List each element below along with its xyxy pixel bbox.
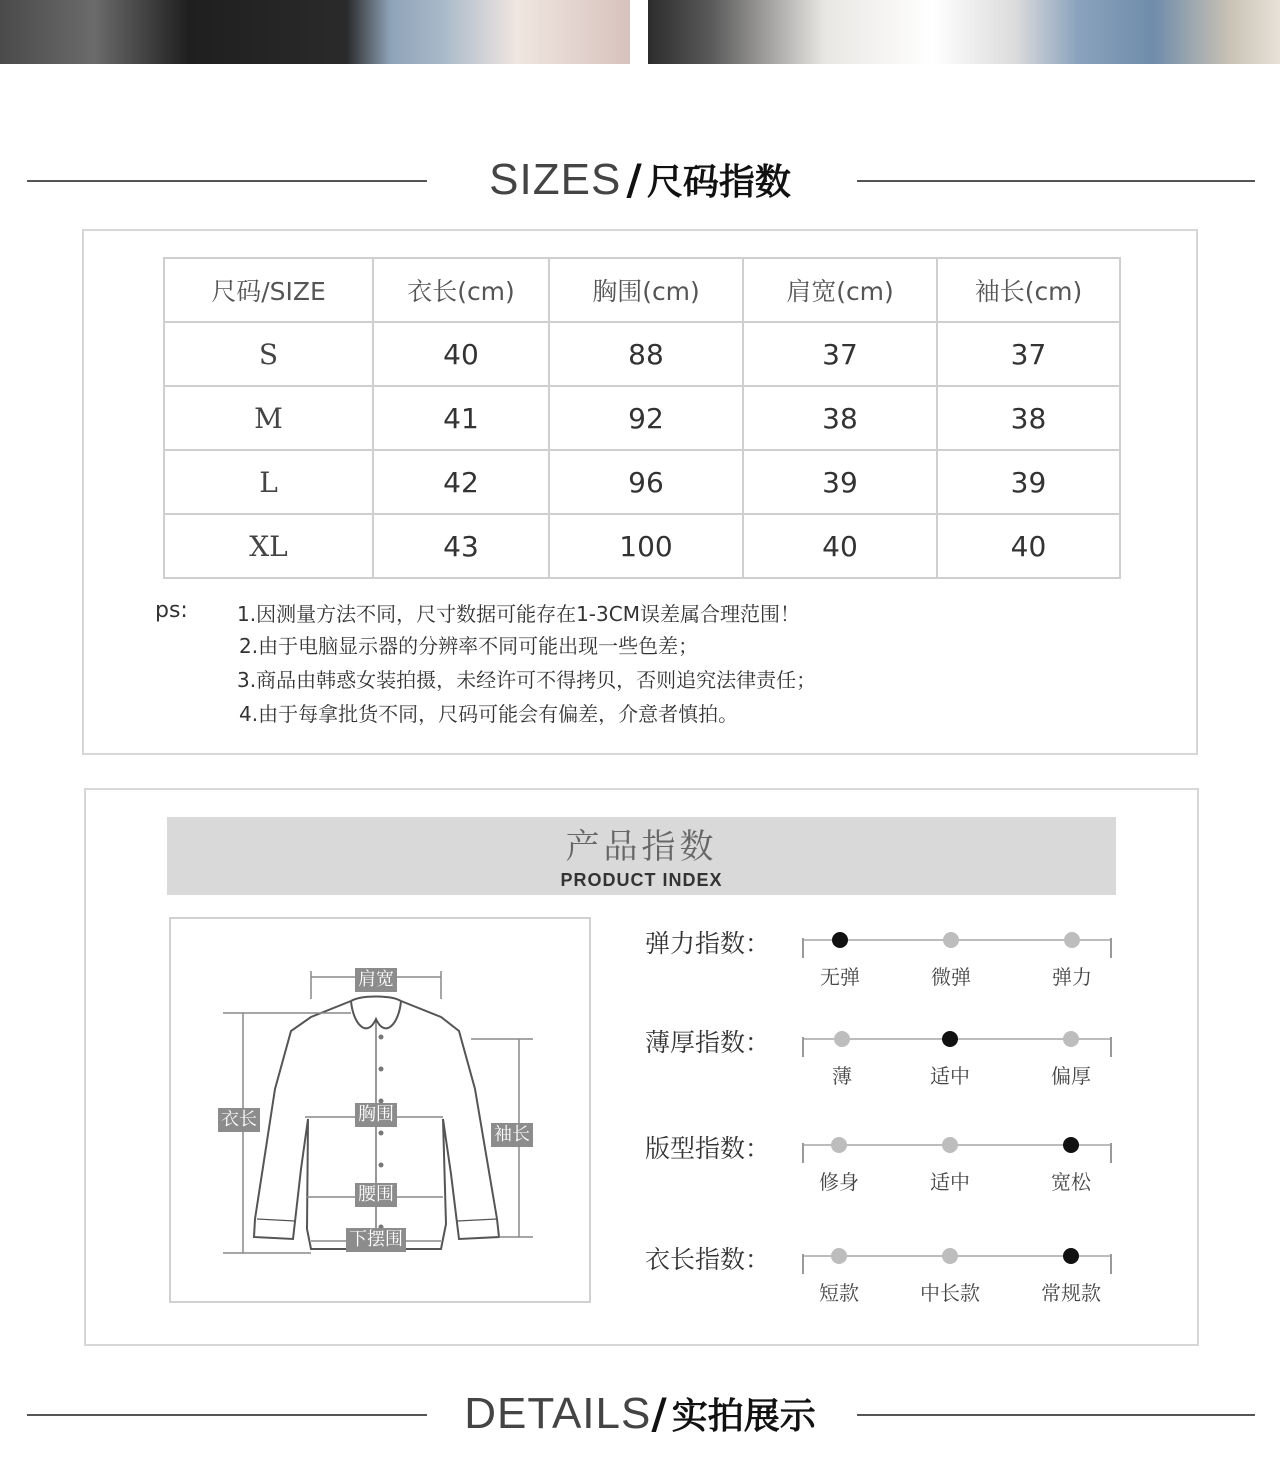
- index-option: 偏厚: [1051, 1064, 1091, 1088]
- index-dot: [1064, 932, 1080, 948]
- cell-shoulder: 40: [743, 514, 937, 578]
- index-dot: [831, 1248, 847, 1264]
- product-index-subtitle: PRODUCT INDEX: [560, 870, 723, 890]
- index-name: 弹力指数：: [645, 929, 771, 958]
- label-hem: 下摆围: [346, 1228, 406, 1252]
- index-dot: [943, 932, 959, 948]
- measurement-diagram: [169, 917, 591, 1303]
- header-chest: 胸围(cm): [549, 258, 743, 322]
- cell-size: M: [164, 386, 373, 450]
- cell-size: L: [164, 450, 373, 514]
- index-track: [802, 1038, 1112, 1088]
- cell-chest: 92: [549, 386, 743, 450]
- index-row-thickness: [645, 1028, 1115, 1101]
- index-option: 适中: [930, 1170, 970, 1194]
- index-dot: [1063, 1031, 1079, 1047]
- index-option: 宽松: [1051, 1170, 1091, 1194]
- track-tick: [802, 1254, 804, 1274]
- note-item: 4.由于每拿批货不同，尺码可能会有偏差，介意者慎拍。: [239, 702, 739, 726]
- label-waist: 腰围: [355, 1183, 397, 1207]
- track-tick: [1110, 1254, 1112, 1274]
- product-photo-left: [0, 0, 630, 64]
- track-tick: [802, 938, 804, 958]
- cell-sleeve: 38: [937, 386, 1120, 450]
- index-dot: [1063, 1137, 1079, 1153]
- table-row: [164, 514, 1120, 578]
- cell-length: 40: [373, 322, 549, 386]
- index-dot: [1063, 1248, 1079, 1264]
- index-option: 修身: [819, 1170, 859, 1194]
- details-title: DETAILS/ 实拍展示: [464, 1389, 816, 1438]
- cell-chest: 96: [549, 450, 743, 514]
- cell-sleeve: 39: [937, 450, 1120, 514]
- product-index-title: 产品指数: [565, 827, 718, 867]
- note-item: 2.由于电脑显示器的分辨率不同可能出现一些色差；: [239, 634, 699, 658]
- note-item: 3.商品由韩惑女装拍摄，未经许可不得拷贝，否则追究法律责任；: [237, 668, 817, 692]
- index-option: 微弹: [931, 965, 971, 989]
- details-section-header: [0, 1384, 1280, 1444]
- cell-shoulder: 37: [743, 322, 937, 386]
- index-option: 中长款: [920, 1281, 980, 1305]
- index-option: 无弹: [820, 965, 860, 989]
- cell-chest: 100: [549, 514, 743, 578]
- cell-shoulder: 39: [743, 450, 937, 514]
- header-sleeve: 袖长(cm): [937, 258, 1120, 322]
- cell-length: 42: [373, 450, 549, 514]
- index-dot: [942, 1031, 958, 1047]
- index-row-fit: [645, 1134, 1115, 1207]
- index-option: 弹力: [1052, 965, 1092, 989]
- cell-length: 43: [373, 514, 549, 578]
- index-row-length: [645, 1245, 1115, 1318]
- label-length: 衣长: [218, 1108, 260, 1132]
- header-shoulder: 肩宽(cm): [743, 258, 937, 322]
- notes-prefix: ps:: [155, 598, 188, 623]
- track-tick: [1110, 938, 1112, 958]
- index-name: 衣长指数：: [645, 1245, 771, 1274]
- cell-sleeve: 37: [937, 322, 1120, 386]
- index-option: 适中: [930, 1064, 970, 1088]
- note-item: 1.因测量方法不同，尺寸数据可能存在1-3CM误差属合理范围！: [237, 602, 800, 626]
- header-size: 尺码/SIZE: [164, 258, 373, 322]
- index-dot: [832, 932, 848, 948]
- product-index-header: [167, 817, 1116, 895]
- table-row: [164, 322, 1120, 386]
- index-option: 薄: [832, 1064, 852, 1088]
- track-tick: [802, 1143, 804, 1163]
- index-track: [802, 1255, 1112, 1305]
- table-header-row: [164, 258, 1120, 322]
- table-row: [164, 386, 1120, 450]
- index-name: 薄厚指数：: [645, 1028, 771, 1057]
- header-length: 衣长(cm): [373, 258, 549, 322]
- track-tick: [1110, 1143, 1112, 1163]
- cell-chest: 88: [549, 322, 743, 386]
- cell-sleeve: 40: [937, 514, 1120, 578]
- cell-size: XL: [164, 514, 373, 578]
- index-dot: [942, 1137, 958, 1153]
- label-sleeve: 袖长: [491, 1123, 533, 1147]
- track-tick: [802, 1037, 804, 1057]
- index-dot: [831, 1137, 847, 1153]
- index-dot: [834, 1031, 850, 1047]
- index-option: 常规款: [1041, 1281, 1101, 1305]
- index-track: [802, 1144, 1112, 1194]
- index-option: 短款: [819, 1281, 859, 1305]
- sizes-section-header: [0, 150, 1280, 210]
- track-tick: [1110, 1037, 1112, 1057]
- label-chest: 胸围: [355, 1103, 397, 1127]
- index-track: [802, 939, 1112, 989]
- index-name: 版型指数：: [645, 1134, 771, 1163]
- cell-length: 41: [373, 386, 549, 450]
- cell-shoulder: 38: [743, 386, 937, 450]
- index-dot: [942, 1248, 958, 1264]
- cell-size: S: [164, 322, 373, 386]
- size-table: [163, 257, 1121, 579]
- sizes-title: SIZES / 尺码指数: [489, 155, 791, 204]
- table-row: [164, 450, 1120, 514]
- label-shoulder: 肩宽: [355, 968, 397, 992]
- product-photo-right: [648, 0, 1280, 64]
- index-row-elasticity: [645, 929, 1115, 1002]
